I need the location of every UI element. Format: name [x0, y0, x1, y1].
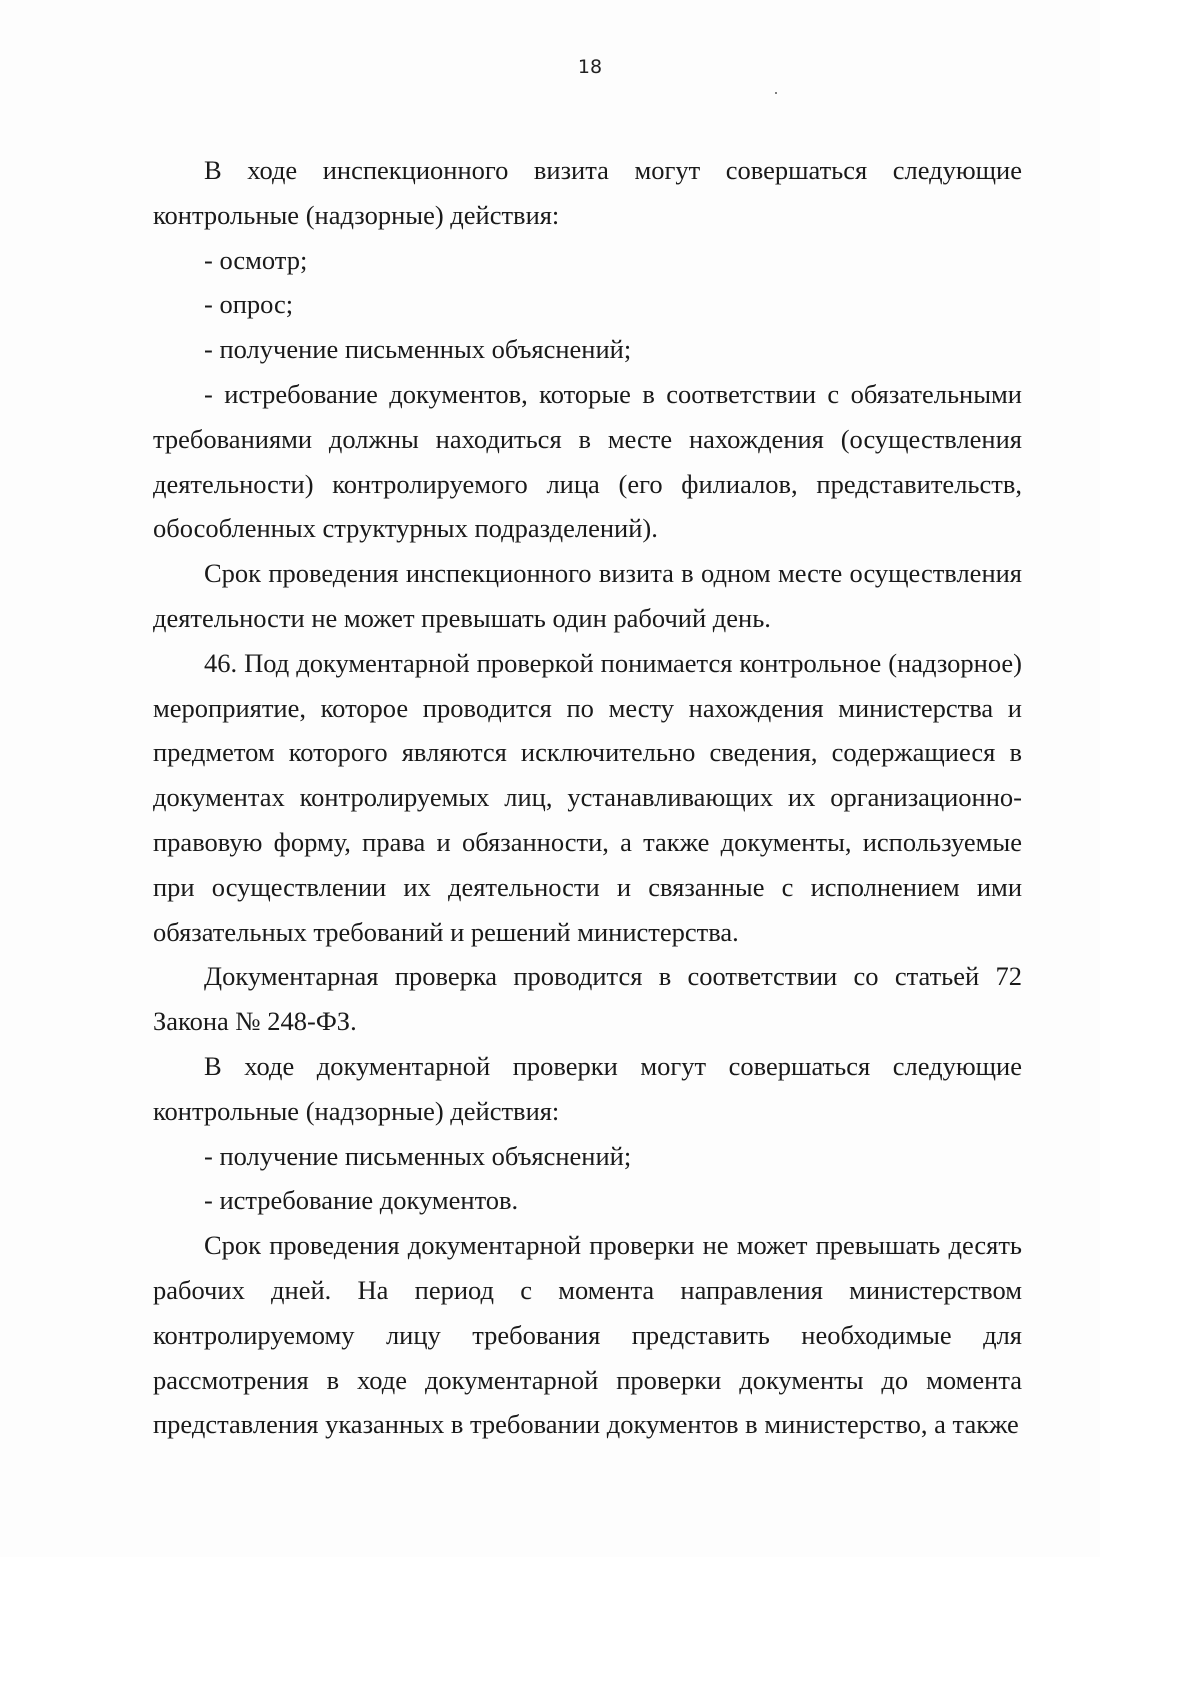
list-item-written-explanations: - получение письменных объяснений; [204, 334, 632, 365]
paragraph-documentary-actions-intro: В ходе документарной проверки могут совершаться следующие контрольные (надзорные) действия: [153, 1050, 1022, 1126]
list-item-survey: - опрос; [204, 289, 294, 320]
paragraph-inspection-duration: Срок проведения инспекционного визита в одном месте осуществления деятельности не может превышать один рабочий день. [153, 558, 1022, 633]
document-body [153, 148, 1022, 1447]
paragraph-documentary-duration: Срок проведения документарной проверки не может превышать десять рабочих дней. На период с момента направления министерством контролируемому лицу требования представить необходимые для рассмотрения в ходе документарной проверки документы до момента представления указанных в требовании документов в министерство, а также [153, 1230, 1022, 1440]
scan-speck [775, 92, 777, 94]
list-item-written-explanations-2: - получение письменных объяснений; [204, 1140, 632, 1171]
list-item-document-request: - истребование документов, которые в соответствии с обязательными требованиями должны находиться в месте нахождения (осуществления деятельности) контролируемого лица (его филиалов, представительств, обособленных структурных подразделений). [153, 378, 1022, 544]
list-item-inspection: - осмотр; [204, 244, 308, 275]
list-item-document-request-2: - истребование документов. [204, 1185, 519, 1216]
page-number: 18 [577, 56, 603, 78]
paragraph-law-reference: Документарная проверка проводится в соответствии со статьей 72 Закона № 248-ФЗ. [153, 961, 1022, 1037]
paragraph-46-documentary-check: 46. Под документарной проверкой понимается контрольное (надзорное) мероприятие, которое проводится по месту нахождения министерства и предметом которого являются исключительно сведения, содержащиеся в документах контролируемых лиц, устанавливающих их организационно-правовую форму, права и обязанности, а также документы, используемые при осуществлении их деятельности и связанные с исполнением ими обязательных требований и решений министерства. [153, 647, 1022, 947]
paragraph-inspection-actions-intro: В ходе инспекционного визита могут совершаться следующие контрольные (надзорные) действия: [153, 155, 1022, 230]
